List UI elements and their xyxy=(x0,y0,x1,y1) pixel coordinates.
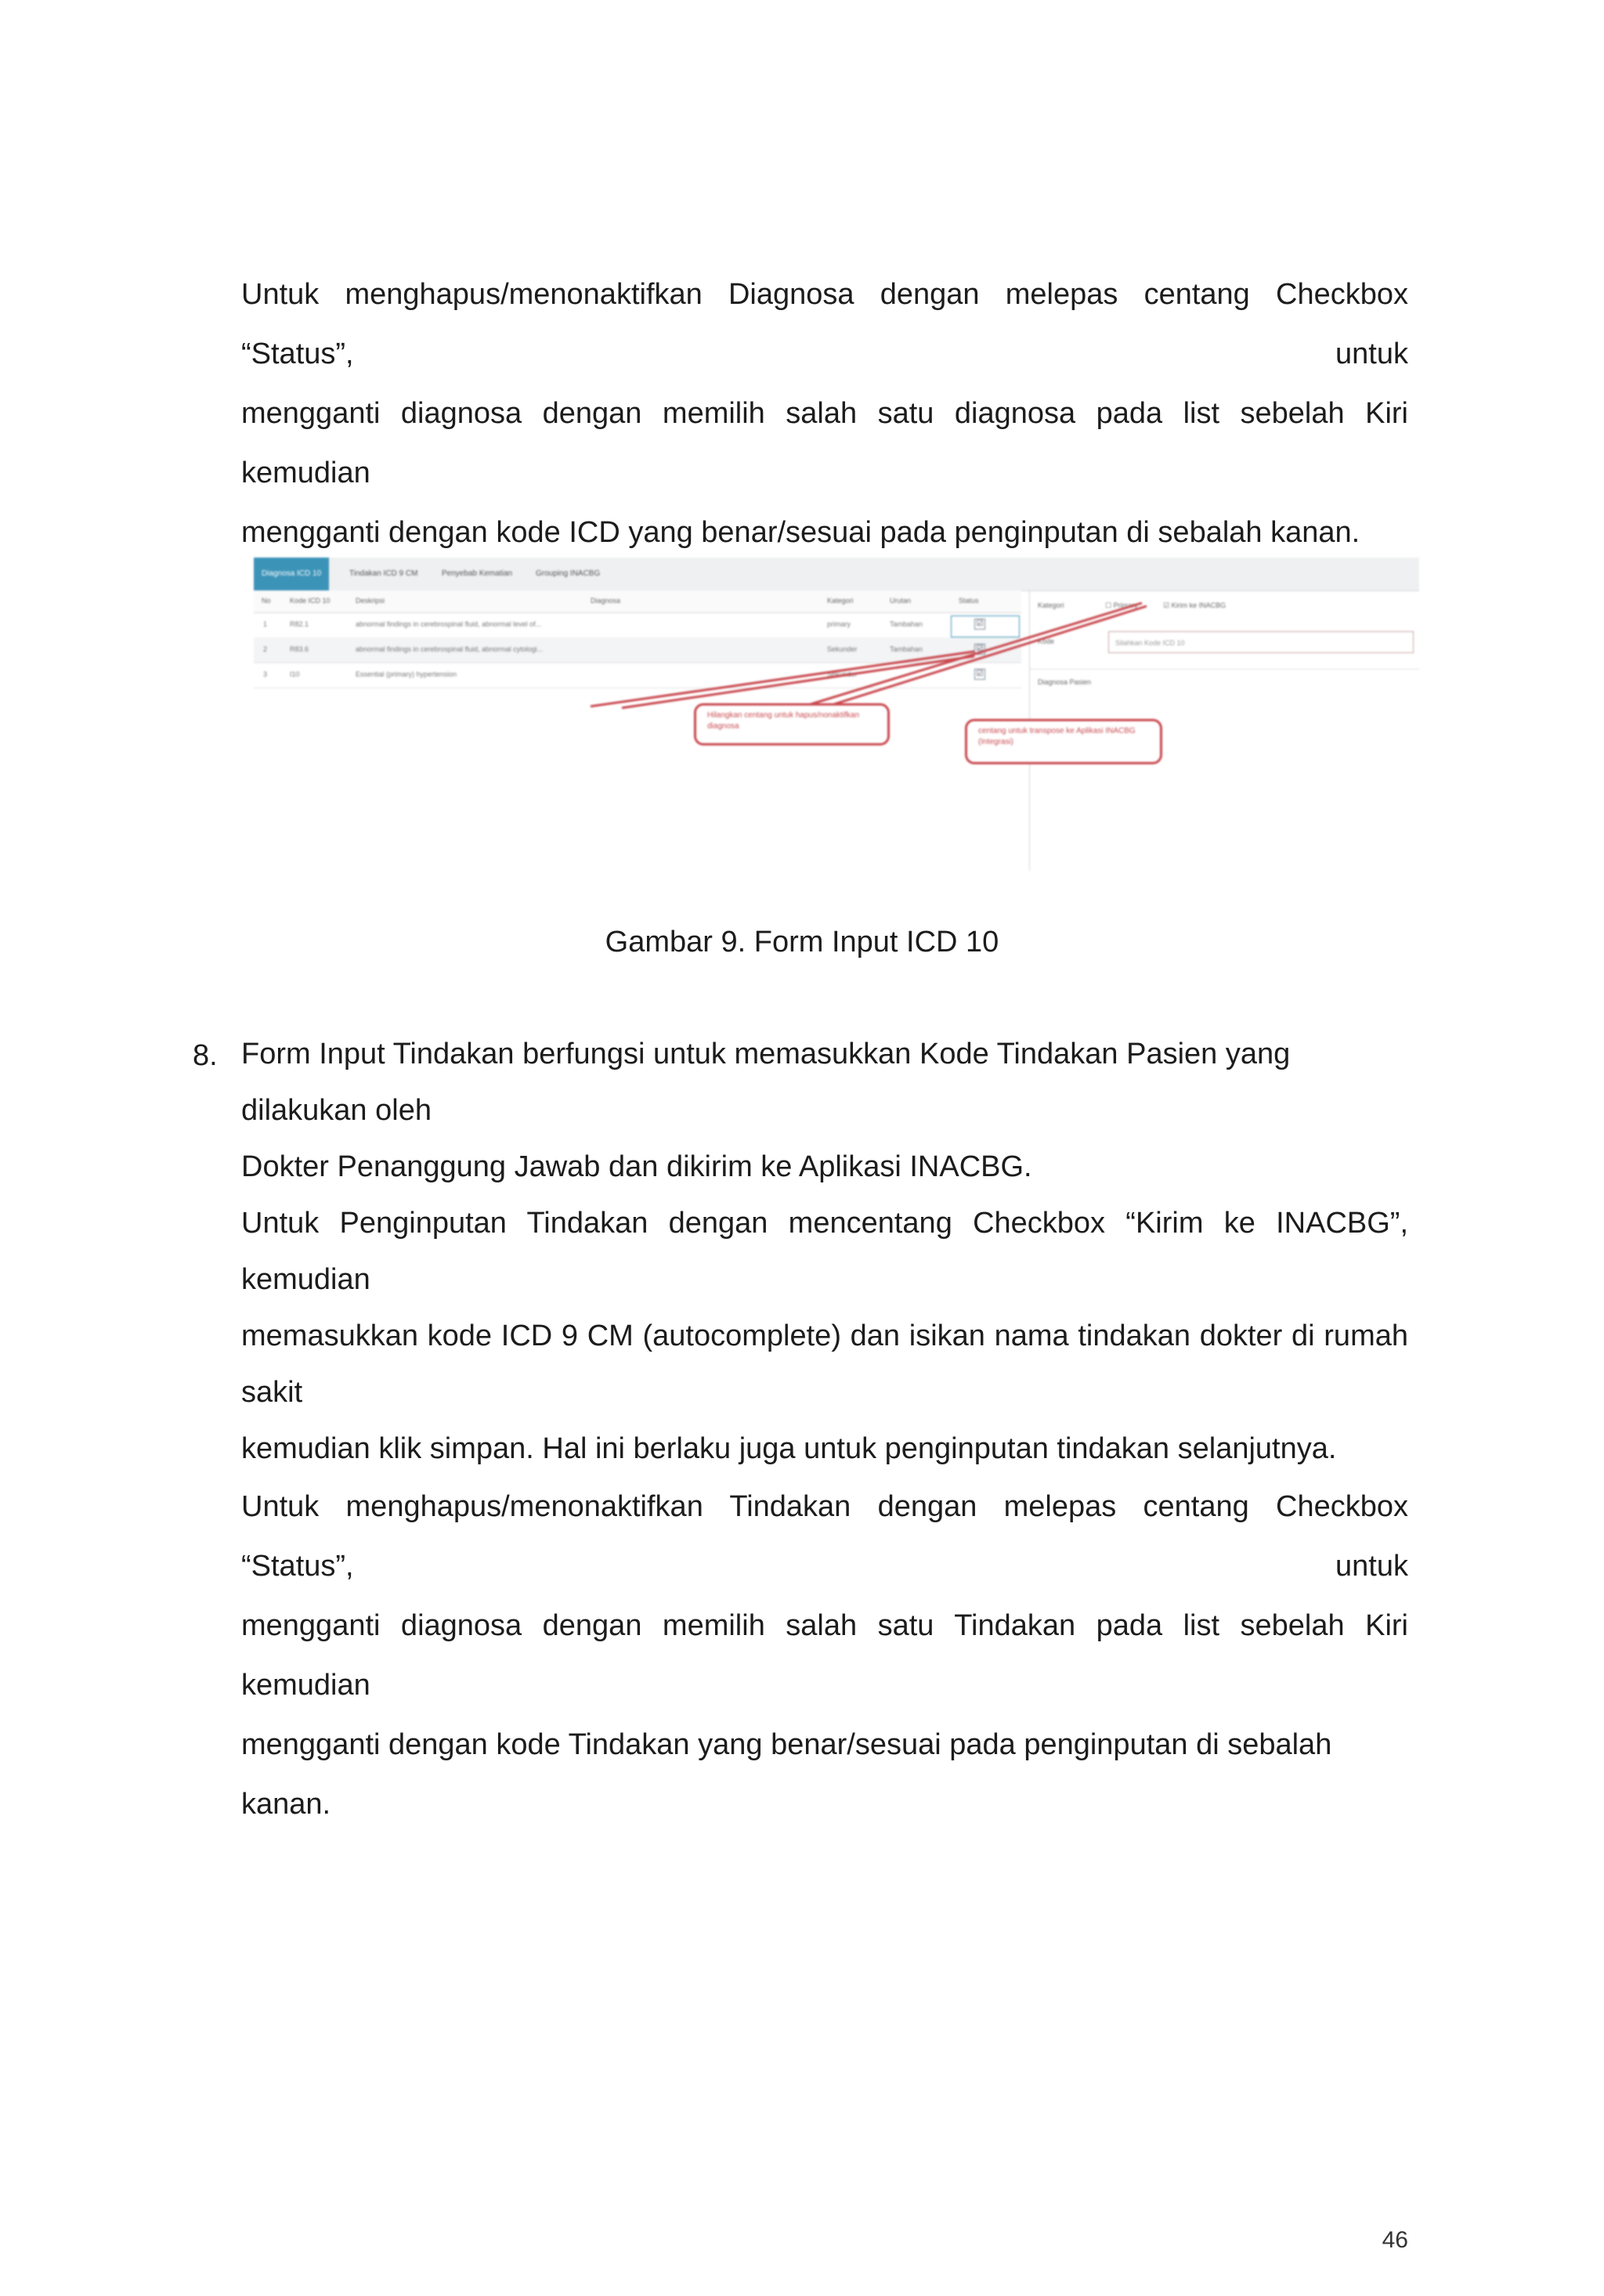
column-header: Deskripsi xyxy=(356,597,385,605)
row-description: abnormal findings in cerebrospinal fluid, abnormal level of... xyxy=(356,620,542,628)
column-header: Diagnosa xyxy=(591,597,621,605)
row-category: primary xyxy=(827,620,851,628)
paragraph-line: mengganti dengan kode ICD yang benar/sesuai pada penginputan di sebalah kanan. xyxy=(241,516,1360,549)
row-order: Tambahan xyxy=(890,620,923,628)
callout-hapus-diagnosa: Hilangkan centang untuk hapus/nonaktifkan diagnosa xyxy=(694,703,890,745)
row-number: 1 xyxy=(263,620,268,628)
column-header: Status xyxy=(959,597,979,605)
paragraph-line: Untuk menghapus/menonaktifkan Tindakan dengan melepas centang Checkbox “Status”, untuk xyxy=(241,1490,1408,1583)
row-code: I10 xyxy=(290,670,300,678)
paragraph-line: memasukkan kode ICD 9 CM (autocomplete) dan isikan nama tindakan dokter di rumah sakit xyxy=(241,1319,1408,1409)
row-description: abnormal findings in cerebrospinal fluid, abnormal cytologi... xyxy=(356,645,544,653)
intro-paragraph xyxy=(241,265,1408,562)
status-checkbox[interactable]: ☑ xyxy=(974,669,985,680)
kode-icd10-input[interactable]: Silahkan Kode ICD 10 xyxy=(1108,631,1414,653)
form-input-icd10-screenshot xyxy=(254,558,1419,871)
page-number: 46 xyxy=(1382,2227,1408,2253)
kirim-inacbg-checkbox[interactable]: ☑ Kirim ke INACBG xyxy=(1163,601,1226,609)
paragraph-line: Dokter Penanggung Jawab dan dikirim ke Aplikasi INACBG. xyxy=(241,1150,1032,1183)
list-item-number: 8. xyxy=(193,1039,218,1072)
callout-kirim-inacbg: centang untuk transpose ke Aplikasi INACBG (Integrasi) xyxy=(965,719,1162,764)
paragraph-line: kemudian klik simpan. Hal ini berlaku juga untuk penginputan tindakan selanjutnya. xyxy=(241,1432,1337,1465)
row-code: R83.6 xyxy=(290,645,309,653)
tab-penyebab-kematian[interactable]: Penyebab Kematian xyxy=(442,569,513,578)
section-label: Diagnosa Pasien xyxy=(1038,678,1092,686)
column-header: Urutan xyxy=(890,597,912,605)
paragraph-line: mengganti dengan kode Tindakan yang benar/sesuai pada penginputan di sebalah kanan. xyxy=(241,1728,1332,1821)
row-code: R82.1 xyxy=(290,620,309,628)
list-item-8-text xyxy=(241,1026,1408,1834)
column-header: No xyxy=(262,597,271,605)
status-checkbox[interactable]: ☑ xyxy=(974,644,985,655)
kirim-inacbg-label: Kirim ke INACBG xyxy=(1171,601,1226,609)
row-order: Tambahan xyxy=(890,645,923,653)
tab-tindakan-icd9[interactable]: Tindakan ICD 9 CM xyxy=(349,569,418,578)
paragraph-line: Form Input Tindakan berfungsi untuk memasukkan Kode Tindakan Pasien yang dilakukan oleh xyxy=(241,1038,1291,1127)
paragraph-line: Untuk menghapus/menonaktifkan Diagnosa dengan melepas centang Checkbox “Status”, untuk xyxy=(241,278,1408,370)
row-category: Sekunder xyxy=(827,645,858,653)
tab-diagnosa-icd10[interactable]: Diagnosa ICD 10 xyxy=(254,558,329,590)
kode-label: Kode xyxy=(1038,637,1055,645)
kategori-label: Kategori xyxy=(1038,601,1064,609)
paragraph-line: Untuk Penginputan Tindakan dengan mencentang Checkbox “Kirim ke INACBG”, kemudian xyxy=(241,1207,1408,1296)
row-description: Essential (primary) hypertension xyxy=(356,670,457,678)
status-checkbox[interactable]: ☑ xyxy=(974,619,985,630)
row-number: 3 xyxy=(263,670,268,678)
tab-grouping-inacbg[interactable]: Grouping INACBG xyxy=(536,569,601,578)
column-header: Kode ICD 10 xyxy=(290,597,331,605)
paragraph-line: mengganti diagnosa dengan memilih salah satu Tindakan pada list sebelah Kiri kemudian xyxy=(241,1609,1408,1702)
primary-checkbox[interactable]: ☐ Primary xyxy=(1105,601,1138,609)
column-header: Kategori xyxy=(827,597,854,605)
primary-label: Primary xyxy=(1113,601,1138,609)
row-category: Sekunder xyxy=(827,670,858,678)
figure-caption: Gambar 9. Form Input ICD 10 xyxy=(605,926,999,958)
paragraph-line: mengganti diagnosa dengan memilih salah satu diagnosa pada list sebelah Kiri kemudian xyxy=(241,397,1408,489)
row-number: 2 xyxy=(263,645,268,653)
